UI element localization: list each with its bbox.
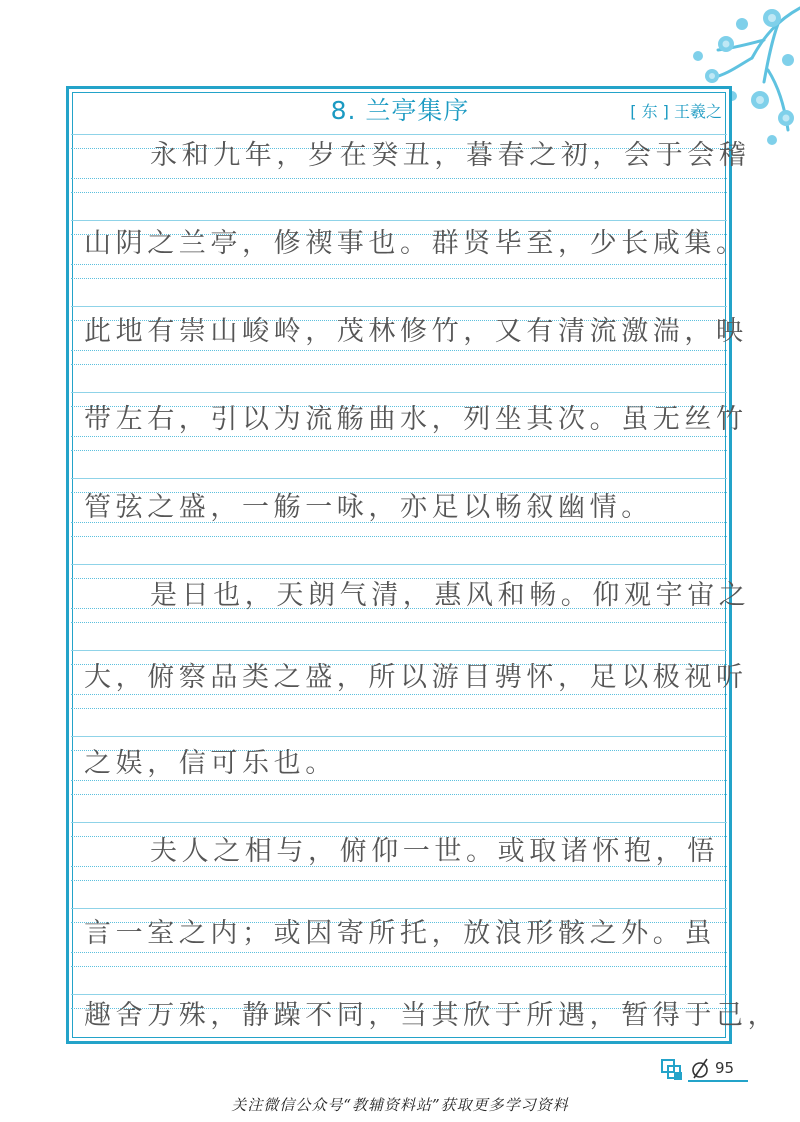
- slashed-circle-icon: [690, 1056, 712, 1080]
- ruling-line: [71, 364, 727, 365]
- ruling-line: [71, 822, 727, 823]
- text-line-4: 带左右，引以为流觞曲水，列坐其次。虽无丝竹: [84, 404, 748, 435]
- ruling-line: [71, 478, 727, 479]
- ruling-line: [71, 192, 727, 193]
- text-line-8: 之娱，信可乐也。: [84, 748, 337, 779]
- ruling-line: [71, 908, 727, 909]
- ruling-line: [71, 392, 727, 393]
- text-line-1: 永和九年，岁在癸丑，暮春之初，会于会稽: [150, 140, 751, 171]
- ruling-line: [71, 966, 727, 967]
- ruling-line: [71, 220, 727, 221]
- text-line-5: 管弦之盛，一觞一咏，亦足以畅叙幽情。: [84, 492, 653, 523]
- ruling-line: [71, 450, 727, 451]
- ruling-line: [71, 708, 727, 709]
- text-line-11: 趣舍万殊，静躁不同，当其欣于所遇，暂得于己，: [84, 1000, 780, 1031]
- text-line-10: 言一室之内；或因寄所托，放浪形骸之外。虽: [84, 918, 716, 949]
- page-number-underline: [688, 1080, 748, 1082]
- ruling-line: [71, 564, 727, 565]
- text-line-7: 大，俯察品类之盛，所以游目骋怀，足以极视听: [84, 662, 748, 693]
- ruling-line: [71, 306, 727, 307]
- text-line-6: 是日也，天朗气清，惠风和畅。仰观宇宙之: [150, 580, 751, 611]
- ruling-line: [71, 622, 727, 623]
- text-line-9: 夫人之相与，俯仰一世。或取诸怀抱，悟: [150, 836, 719, 867]
- page-number: 95: [715, 1059, 735, 1077]
- layered-squares-icon: [660, 1058, 686, 1082]
- author-label: [ 东 ] 王羲之: [630, 102, 722, 121]
- ruling-line: [71, 880, 727, 881]
- ruling-line: [71, 952, 727, 953]
- ruling-line: [71, 178, 727, 179]
- ruling-line: [71, 650, 727, 651]
- ruling-line: [71, 736, 727, 737]
- text-line-3: 此地有崇山峻岭，茂林修竹，又有清流激湍，映: [84, 316, 748, 347]
- ruling-line: [71, 278, 727, 279]
- ruling-line: [71, 264, 727, 265]
- ruling-line: [71, 350, 727, 351]
- ruling-line: [71, 536, 727, 537]
- ruling-line: [71, 794, 727, 795]
- footer-note: 关注微信公众号“教辅资料站”获取更多学习资料: [231, 1096, 569, 1114]
- ruling-line: [71, 134, 727, 135]
- ruling-line: [71, 994, 727, 995]
- text-line-2: 山阴之兰亭，修禊事也。群贤毕至，少长咸集。: [84, 228, 748, 259]
- page-title: 8. 兰亭集序: [330, 96, 470, 125]
